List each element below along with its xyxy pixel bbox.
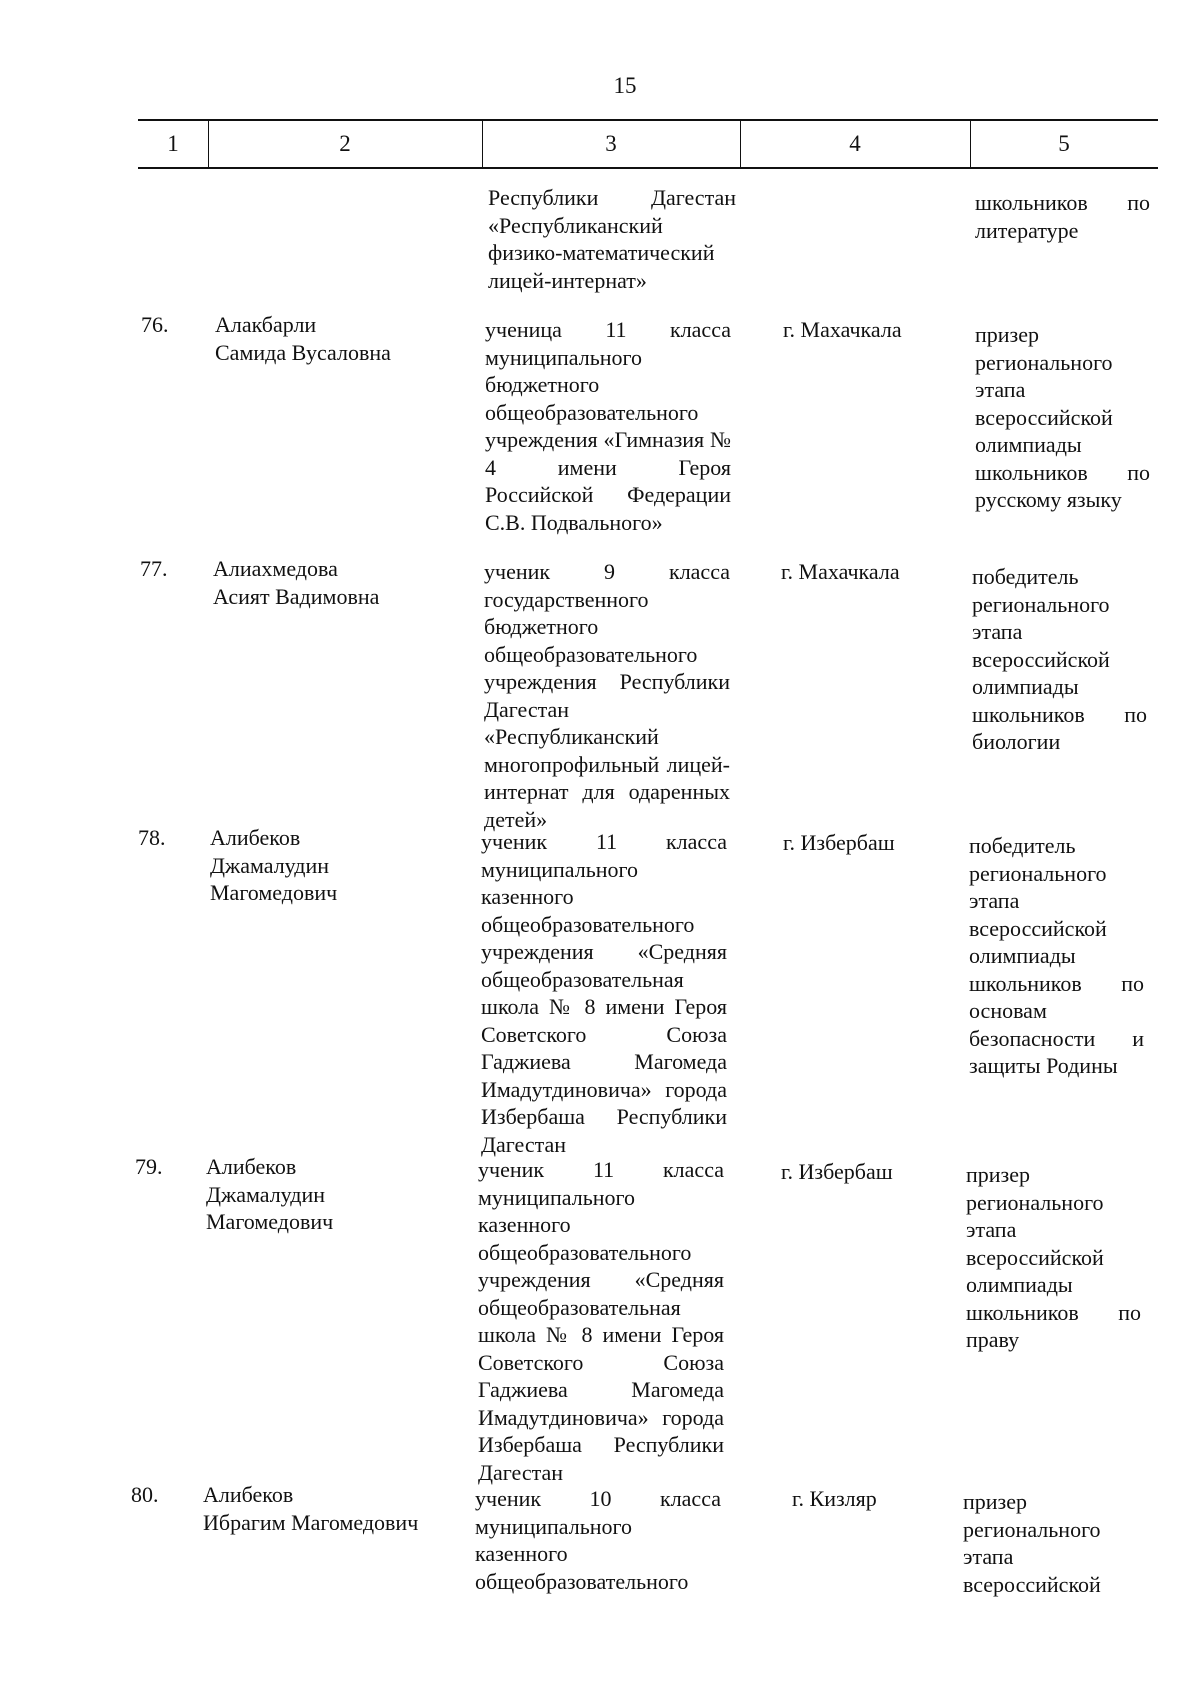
page-number: 15 bbox=[613, 73, 637, 98]
row-number: 79. bbox=[135, 1154, 163, 1179]
header-col-4: 4 bbox=[849, 131, 861, 156]
table-header bbox=[138, 119, 1158, 169]
participant-name: Алибеков Джамалудин Магомедович bbox=[206, 1154, 334, 1234]
result: победитель регионального этапа всероссийской олимпиады школьников по основам безопасности и защиты Родины bbox=[969, 833, 1144, 1078]
result: призер регионального этапа всероссийской bbox=[963, 1489, 1101, 1597]
participant-name: Алакбарли Самида Вусаловна bbox=[215, 312, 391, 365]
header-col-5: 5 bbox=[1058, 131, 1070, 156]
row-number: 77. bbox=[140, 556, 168, 581]
institution: ученица 11 класса муниципального бюджетного общеобразовательного учреждения «Гимназия № 4 имени Героя Российской Федерации С.В. Подвального» bbox=[485, 317, 731, 535]
city: г. Избербаш bbox=[781, 1159, 893, 1184]
header-col-3: 3 bbox=[605, 131, 617, 156]
city: г. Махачкала bbox=[783, 317, 902, 342]
row-number: 78. bbox=[138, 825, 166, 850]
institution: ученик 10 класса муниципального казенного общеобразовательного bbox=[475, 1486, 721, 1594]
institution: ученик 11 класса муниципального казенного общеобразовательного учреждения «Средняя общеобразовательная школа № 8 имени Героя Советского Союза Гаджиева Магомеда Имадутдиновича» города Избербаша Республики Дагестан bbox=[478, 1157, 724, 1485]
row-number: 76. bbox=[141, 312, 169, 337]
header-col-1: 1 bbox=[167, 131, 179, 156]
participant-name: Алибеков Ибрагим Магомедович bbox=[203, 1482, 419, 1535]
continuation-institution: Республики Дагестан «Республиканский физико-математический лицей-интернат» bbox=[488, 185, 736, 293]
result: призер регионального этапа всероссийской олимпиады школьников по русскому языку bbox=[975, 322, 1150, 512]
participant-name: Алибеков Джамалудин Магомедович bbox=[210, 825, 338, 905]
institution: ученик 11 класса муниципального казенного общеобразовательного учреждения «Средняя общеобразовательная школа № 8 имени Героя Советского Союза Гаджиева Магомеда Имадутдиновича» города Избербаша Республики Дагестан bbox=[481, 829, 727, 1157]
header-col-2: 2 bbox=[339, 131, 351, 156]
city: г. Избербаш bbox=[783, 830, 895, 855]
city: г. Кизляр bbox=[792, 1486, 877, 1511]
row-number: 80. bbox=[131, 1482, 159, 1507]
continuation-result: школьников по литературе bbox=[975, 190, 1150, 243]
result: призер регионального этапа всероссийской олимпиады школьников по праву bbox=[966, 1162, 1141, 1352]
participant-name: Алиахмедова Асият Вадимовна bbox=[213, 556, 380, 609]
institution: ученик 9 класса государственного бюджетного общеобразовательного учреждения Республики Дагестан «Республиканский многопрофильный лицей-интернат для одаренных детей» bbox=[484, 559, 730, 832]
result: победитель регионального этапа всероссийской олимпиады школьников по биологии bbox=[972, 564, 1147, 754]
city: г. Махачкала bbox=[781, 559, 900, 584]
